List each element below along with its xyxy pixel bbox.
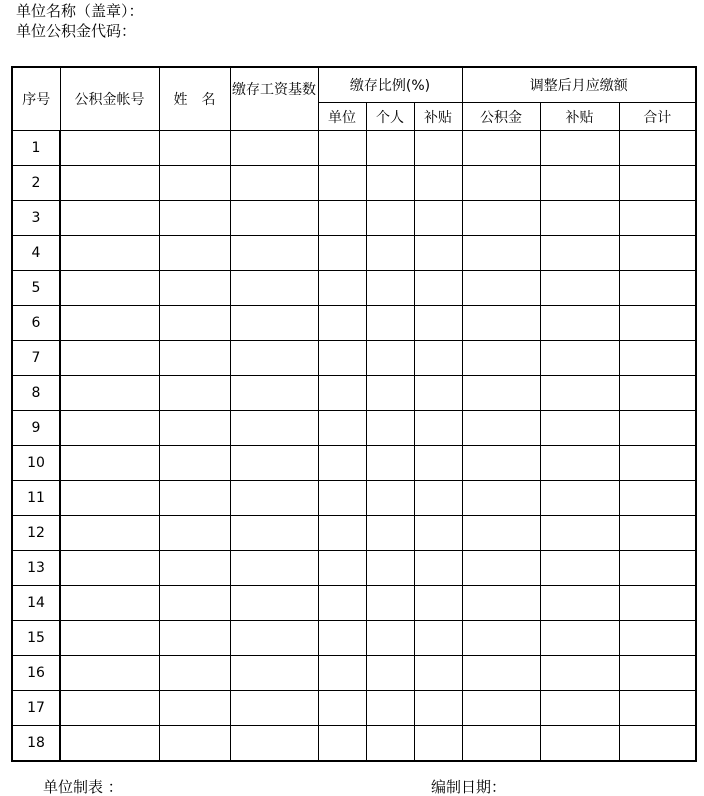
row-number: 14	[12, 586, 60, 621]
adj-fund-cell[interactable]	[462, 621, 540, 656]
ratio-personal-cell[interactable]	[366, 726, 414, 762]
ratio-subsidy-cell[interactable]	[414, 621, 462, 656]
adj-fund-cell[interactable]	[462, 131, 540, 166]
ratio-subsidy-cell[interactable]	[414, 481, 462, 516]
row-number: 12	[12, 516, 60, 551]
table-row	[12, 446, 696, 481]
ratio-subsidy-cell[interactable]	[414, 726, 462, 762]
ratio-personal-cell[interactable]	[366, 236, 414, 271]
name-cell[interactable]	[159, 131, 230, 166]
row-number: 7	[12, 341, 60, 376]
name-cell[interactable]	[159, 586, 230, 621]
col-header-name: 姓 名	[159, 67, 230, 131]
adj-total-cell[interactable]	[619, 376, 696, 411]
adj-subsidy-cell[interactable]	[540, 201, 619, 236]
col-header-ratio-subsidy: 补贴	[414, 103, 462, 131]
adj-total-cell[interactable]	[619, 656, 696, 691]
name-cell[interactable]	[159, 411, 230, 446]
account-cell[interactable]	[60, 481, 159, 516]
account-cell[interactable]	[60, 656, 159, 691]
name-cell[interactable]	[159, 656, 230, 691]
ratio-personal-cell[interactable]	[366, 271, 414, 306]
wage-base-cell[interactable]	[230, 166, 318, 201]
ratio-personal-cell[interactable]	[366, 481, 414, 516]
adj-total-cell[interactable]	[619, 271, 696, 306]
ratio-unit-cell[interactable]	[318, 726, 366, 762]
ratio-unit-cell[interactable]	[318, 236, 366, 271]
row-number: 15	[12, 621, 60, 656]
adj-total-cell[interactable]	[619, 306, 696, 341]
adj-fund-cell[interactable]	[462, 306, 540, 341]
ratio-unit-cell[interactable]	[318, 131, 366, 166]
account-cell[interactable]	[60, 691, 159, 726]
ratio-personal-cell[interactable]	[366, 201, 414, 236]
wage-base-cell[interactable]	[230, 271, 318, 306]
row-number: 10	[12, 446, 60, 481]
adj-subsidy-cell[interactable]	[540, 376, 619, 411]
row-number: 4	[12, 236, 60, 271]
ratio-personal-cell[interactable]	[366, 586, 414, 621]
adj-fund-cell[interactable]	[462, 236, 540, 271]
ratio-subsidy-cell[interactable]	[414, 201, 462, 236]
adj-total-cell[interactable]	[619, 516, 696, 551]
row-number: 9	[12, 411, 60, 446]
adj-total-cell[interactable]	[619, 131, 696, 166]
wage-base-cell[interactable]	[230, 656, 318, 691]
account-cell[interactable]	[60, 236, 159, 271]
table-row	[12, 166, 696, 201]
wage-base-cell[interactable]	[230, 411, 318, 446]
account-cell[interactable]	[60, 726, 159, 762]
ratio-personal-cell[interactable]	[366, 131, 414, 166]
col-header-account: 公积金帐号	[60, 67, 159, 131]
adj-subsidy-cell[interactable]	[540, 446, 619, 481]
table-row	[12, 691, 696, 726]
adj-subsidy-cell[interactable]	[540, 656, 619, 691]
row-number: 1	[12, 131, 60, 166]
name-cell[interactable]	[159, 726, 230, 762]
ratio-subsidy-cell[interactable]	[414, 376, 462, 411]
table-row	[12, 271, 696, 306]
fund-code-label: 单位公积金代码：	[16, 22, 137, 40]
ratio-subsidy-cell[interactable]	[414, 271, 462, 306]
ratio-unit-cell[interactable]	[318, 586, 366, 621]
adj-fund-cell[interactable]	[462, 411, 540, 446]
adj-subsidy-cell[interactable]	[540, 341, 619, 376]
prepared-by-label: 单位制表 ：	[43, 778, 123, 796]
account-cell[interactable]	[60, 376, 159, 411]
name-cell[interactable]	[159, 376, 230, 411]
adj-fund-cell[interactable]	[462, 446, 540, 481]
ratio-personal-cell[interactable]	[366, 341, 414, 376]
name-cell[interactable]	[159, 166, 230, 201]
ratio-unit-cell[interactable]	[318, 166, 366, 201]
adj-total-cell[interactable]	[619, 236, 696, 271]
name-cell[interactable]	[159, 341, 230, 376]
ratio-unit-cell[interactable]	[318, 411, 366, 446]
ratio-unit-cell[interactable]	[318, 446, 366, 481]
col-header-adjusted-group: 调整后月应缴额	[462, 67, 696, 103]
col-header-adj-total: 合计	[619, 103, 696, 131]
adj-subsidy-cell[interactable]	[540, 551, 619, 586]
name-cell[interactable]	[159, 621, 230, 656]
row-number: 5	[12, 271, 60, 306]
wage-base-cell[interactable]	[230, 131, 318, 166]
adj-subsidy-cell[interactable]	[540, 411, 619, 446]
row-number: 3	[12, 201, 60, 236]
adj-fund-cell[interactable]	[462, 691, 540, 726]
row-number: 18	[12, 726, 60, 762]
table-row	[12, 481, 696, 516]
name-cell[interactable]	[159, 516, 230, 551]
adj-subsidy-cell[interactable]	[540, 166, 619, 201]
name-cell[interactable]	[159, 691, 230, 726]
table-row	[12, 586, 696, 621]
row-number: 6	[12, 306, 60, 341]
ratio-personal-cell[interactable]	[366, 411, 414, 446]
adj-subsidy-cell[interactable]	[540, 621, 619, 656]
ratio-personal-cell[interactable]	[366, 516, 414, 551]
adj-total-cell[interactable]	[619, 551, 696, 586]
table-row	[12, 131, 696, 166]
ratio-personal-cell[interactable]	[366, 376, 414, 411]
wage-base-cell[interactable]	[230, 691, 318, 726]
adj-total-cell[interactable]	[619, 341, 696, 376]
col-header-ratio-group: 缴存比例(%)	[318, 67, 462, 103]
account-cell[interactable]	[60, 621, 159, 656]
col-header-wage-base: 缴存工资基数	[230, 67, 318, 131]
unit-name-label: 单位名称（盖章）：	[16, 2, 144, 20]
ratio-unit-cell[interactable]	[318, 481, 366, 516]
name-cell[interactable]	[159, 306, 230, 341]
adj-total-cell[interactable]	[619, 446, 696, 481]
ratio-unit-cell[interactable]	[318, 516, 366, 551]
wage-base-cell[interactable]	[230, 341, 318, 376]
account-cell[interactable]	[60, 166, 159, 201]
ratio-unit-cell[interactable]	[318, 376, 366, 411]
adj-fund-cell[interactable]	[462, 271, 540, 306]
table-row	[12, 516, 696, 551]
ratio-unit-cell[interactable]	[318, 691, 366, 726]
account-cell[interactable]	[60, 516, 159, 551]
ratio-unit-cell[interactable]	[318, 551, 366, 586]
adj-fund-cell[interactable]	[462, 656, 540, 691]
wage-base-cell[interactable]	[230, 586, 318, 621]
adj-subsidy-cell[interactable]	[540, 691, 619, 726]
row-number: 8	[12, 376, 60, 411]
table-row	[12, 341, 696, 376]
table-row	[12, 376, 696, 411]
table-row	[12, 201, 696, 236]
account-cell[interactable]	[60, 411, 159, 446]
adj-total-cell[interactable]	[619, 481, 696, 516]
adj-fund-cell[interactable]	[462, 481, 540, 516]
ratio-subsidy-cell[interactable]	[414, 446, 462, 481]
ratio-subsidy-cell[interactable]	[414, 691, 462, 726]
adj-total-cell[interactable]	[619, 621, 696, 656]
adj-total-cell[interactable]	[619, 691, 696, 726]
col-header-ratio-unit: 单位	[318, 103, 366, 131]
ratio-unit-cell[interactable]	[318, 621, 366, 656]
account-cell[interactable]	[60, 446, 159, 481]
adj-subsidy-cell[interactable]	[540, 131, 619, 166]
ratio-subsidy-cell[interactable]	[414, 411, 462, 446]
adj-subsidy-cell[interactable]	[540, 236, 619, 271]
row-number: 13	[12, 551, 60, 586]
ratio-personal-cell[interactable]	[366, 621, 414, 656]
table-row	[12, 726, 696, 762]
contribution-table	[11, 66, 697, 762]
col-header-adj-fund: 公积金	[462, 103, 540, 131]
date-label: 编制日期：	[431, 778, 507, 796]
ratio-personal-cell[interactable]	[366, 691, 414, 726]
table-row	[12, 306, 696, 341]
table-row	[12, 551, 696, 586]
name-cell[interactable]	[159, 236, 230, 271]
adj-fund-cell[interactable]	[462, 516, 540, 551]
adj-fund-cell[interactable]	[462, 201, 540, 236]
ratio-subsidy-cell[interactable]	[414, 586, 462, 621]
adj-fund-cell[interactable]	[462, 341, 540, 376]
adj-subsidy-cell[interactable]	[540, 306, 619, 341]
ratio-unit-cell[interactable]	[318, 656, 366, 691]
adj-fund-cell[interactable]	[462, 166, 540, 201]
account-cell[interactable]	[60, 551, 159, 586]
table-row	[12, 656, 696, 691]
adj-total-cell[interactable]	[619, 201, 696, 236]
account-cell[interactable]	[60, 271, 159, 306]
adj-subsidy-cell[interactable]	[540, 726, 619, 762]
wage-base-cell[interactable]	[230, 726, 318, 762]
col-header-seq: 序号	[12, 67, 60, 131]
wage-base-cell[interactable]	[230, 376, 318, 411]
ratio-subsidy-cell[interactable]	[414, 131, 462, 166]
adj-fund-cell[interactable]	[462, 551, 540, 586]
row-number: 2	[12, 166, 60, 201]
name-cell[interactable]	[159, 271, 230, 306]
adj-total-cell[interactable]	[619, 166, 696, 201]
ratio-subsidy-cell[interactable]	[414, 341, 462, 376]
adj-fund-cell[interactable]	[462, 726, 540, 762]
adj-subsidy-cell[interactable]	[540, 586, 619, 621]
ratio-personal-cell[interactable]	[366, 656, 414, 691]
row-number: 11	[12, 481, 60, 516]
name-cell[interactable]	[159, 551, 230, 586]
wage-base-cell[interactable]	[230, 481, 318, 516]
account-cell[interactable]	[60, 306, 159, 341]
account-cell[interactable]	[60, 586, 159, 621]
name-cell[interactable]	[159, 446, 230, 481]
wage-base-cell[interactable]	[230, 551, 318, 586]
adj-total-cell[interactable]	[619, 726, 696, 762]
ratio-subsidy-cell[interactable]	[414, 551, 462, 586]
name-cell[interactable]	[159, 481, 230, 516]
table-row	[12, 411, 696, 446]
name-cell[interactable]	[159, 201, 230, 236]
row-number: 16	[12, 656, 60, 691]
ratio-subsidy-cell[interactable]	[414, 236, 462, 271]
col-header-ratio-personal: 个人	[366, 103, 414, 131]
ratio-personal-cell[interactable]	[366, 446, 414, 481]
wage-base-cell[interactable]	[230, 201, 318, 236]
adj-subsidy-cell[interactable]	[540, 516, 619, 551]
adj-total-cell[interactable]	[619, 411, 696, 446]
ratio-unit-cell[interactable]	[318, 201, 366, 236]
table-row	[12, 621, 696, 656]
ratio-subsidy-cell[interactable]	[414, 166, 462, 201]
ratio-subsidy-cell[interactable]	[414, 656, 462, 691]
adj-fund-cell[interactable]	[462, 586, 540, 621]
adj-subsidy-cell[interactable]	[540, 271, 619, 306]
adj-total-cell[interactable]	[619, 586, 696, 621]
ratio-unit-cell[interactable]	[318, 341, 366, 376]
account-cell[interactable]	[60, 201, 159, 236]
table-row	[12, 236, 696, 271]
ratio-personal-cell[interactable]	[366, 551, 414, 586]
wage-base-cell[interactable]	[230, 236, 318, 271]
ratio-subsidy-cell[interactable]	[414, 306, 462, 341]
adj-fund-cell[interactable]	[462, 376, 540, 411]
row-number: 17	[12, 691, 60, 726]
wage-base-cell[interactable]	[230, 306, 318, 341]
col-header-adj-subsidy: 补贴	[540, 103, 619, 131]
ratio-subsidy-cell[interactable]	[414, 516, 462, 551]
account-cell[interactable]	[60, 131, 159, 166]
ratio-unit-cell[interactable]	[318, 271, 366, 306]
ratio-unit-cell[interactable]	[318, 306, 366, 341]
wage-base-cell[interactable]	[230, 621, 318, 656]
ratio-personal-cell[interactable]	[366, 306, 414, 341]
wage-base-cell[interactable]	[230, 516, 318, 551]
adj-subsidy-cell[interactable]	[540, 481, 619, 516]
wage-base-cell[interactable]	[230, 446, 318, 481]
ratio-personal-cell[interactable]	[366, 166, 414, 201]
account-cell[interactable]	[60, 341, 159, 376]
